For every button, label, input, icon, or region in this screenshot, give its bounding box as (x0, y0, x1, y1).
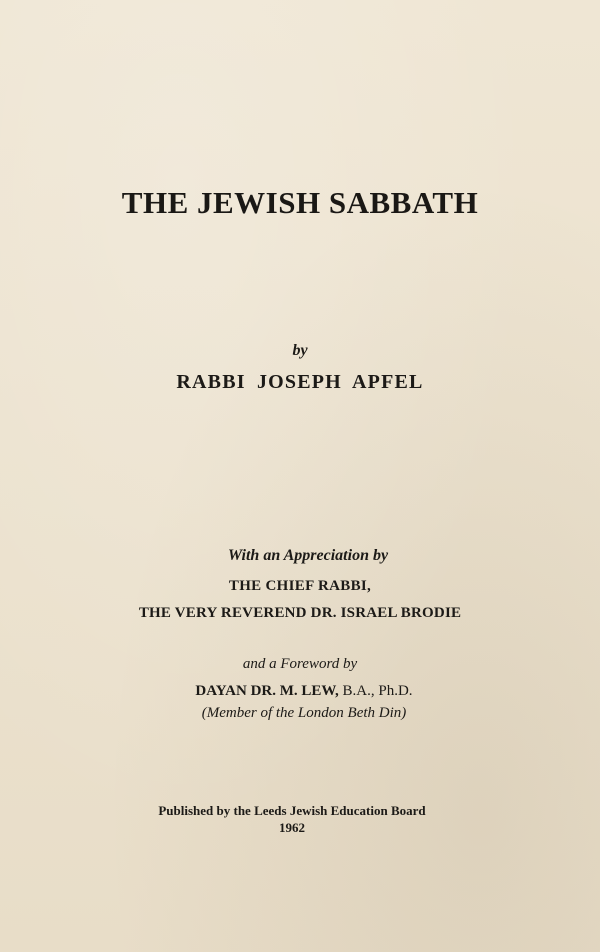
book-title: THE JEWISH SABBATH (121, 185, 479, 220)
appreciation-chief-rabbi: THE CHIEF RABBI, (228, 578, 372, 594)
foreword-author-affiliation: (Member of the London Beth Din) (201, 705, 407, 721)
by-label: by (292, 342, 308, 359)
appreciation-name: THE VERY REVEREND DR. ISRAEL BRODIE (138, 605, 462, 621)
author-name: RABBI JOSEPH APFEL (176, 371, 424, 393)
foreword-author-degrees: B.A., Ph.D. (338, 683, 413, 699)
foreword-author (4, 683, 600, 700)
appreciation-intro: With an Appreciation by (227, 547, 389, 564)
foreword-intro: and a Foreword by (242, 656, 358, 672)
foreword-author-name: DAYAN DR. M. LEW, (195, 683, 339, 699)
publication-year: 1962 (279, 820, 305, 835)
publisher-line: Published by the Leeds Jewish Education Board (158, 803, 426, 818)
